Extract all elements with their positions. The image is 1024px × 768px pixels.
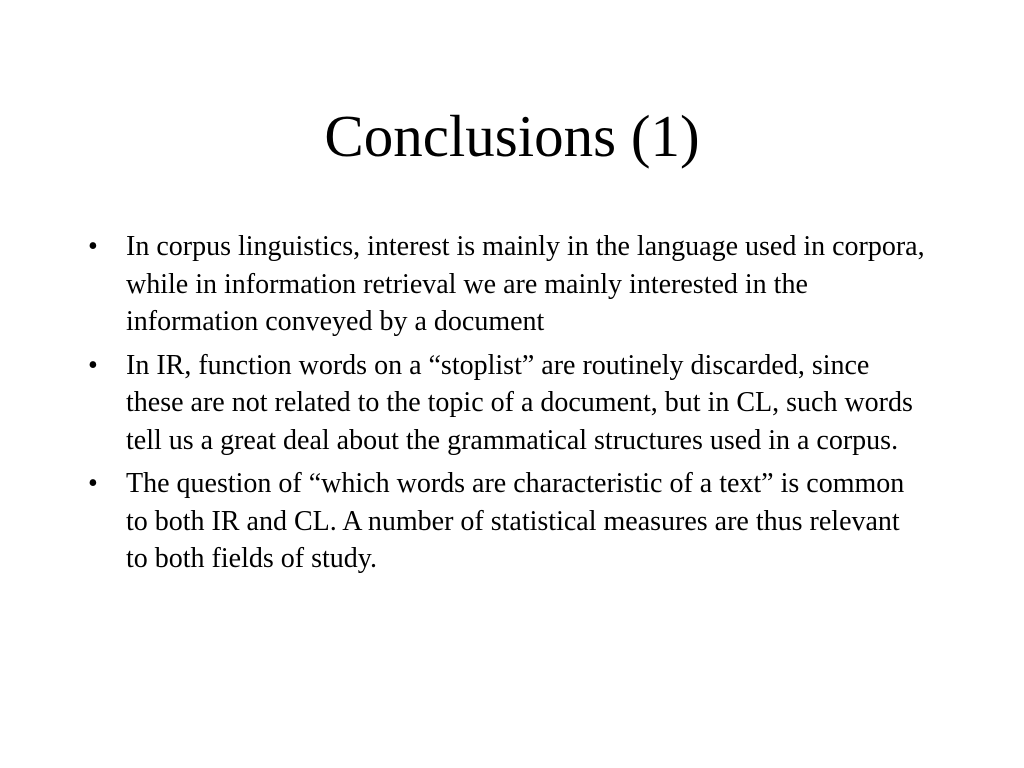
- bullet-text: In corpus linguistics, interest is mainly in the language used in corpora, while in information retrieval we are mainly interested in the information conveyed by a document: [126, 231, 925, 337]
- bullet-icon: •: [88, 468, 98, 499]
- bullet-list: [0, 228, 1024, 584]
- bullet-icon: •: [88, 231, 98, 262]
- bullet-icon: •: [88, 349, 98, 381]
- list-item: [0, 347, 926, 460]
- bullet-text: In IR, function words on a “stoplist” are routinely discarded, since these are not related to the topic of a document, but in CL, such words tell us a great deal about the grammatical structures used in a corpus.: [126, 349, 913, 456]
- list-item: [0, 228, 926, 341]
- slide-title: Conclusions (1): [324, 103, 700, 169]
- list-item: [0, 465, 926, 578]
- bullet-text: The question of “which words are characteristic of a text” is common to both IR and CL. A number of statistical measures are thus relevant to both fields of study.: [126, 468, 905, 574]
